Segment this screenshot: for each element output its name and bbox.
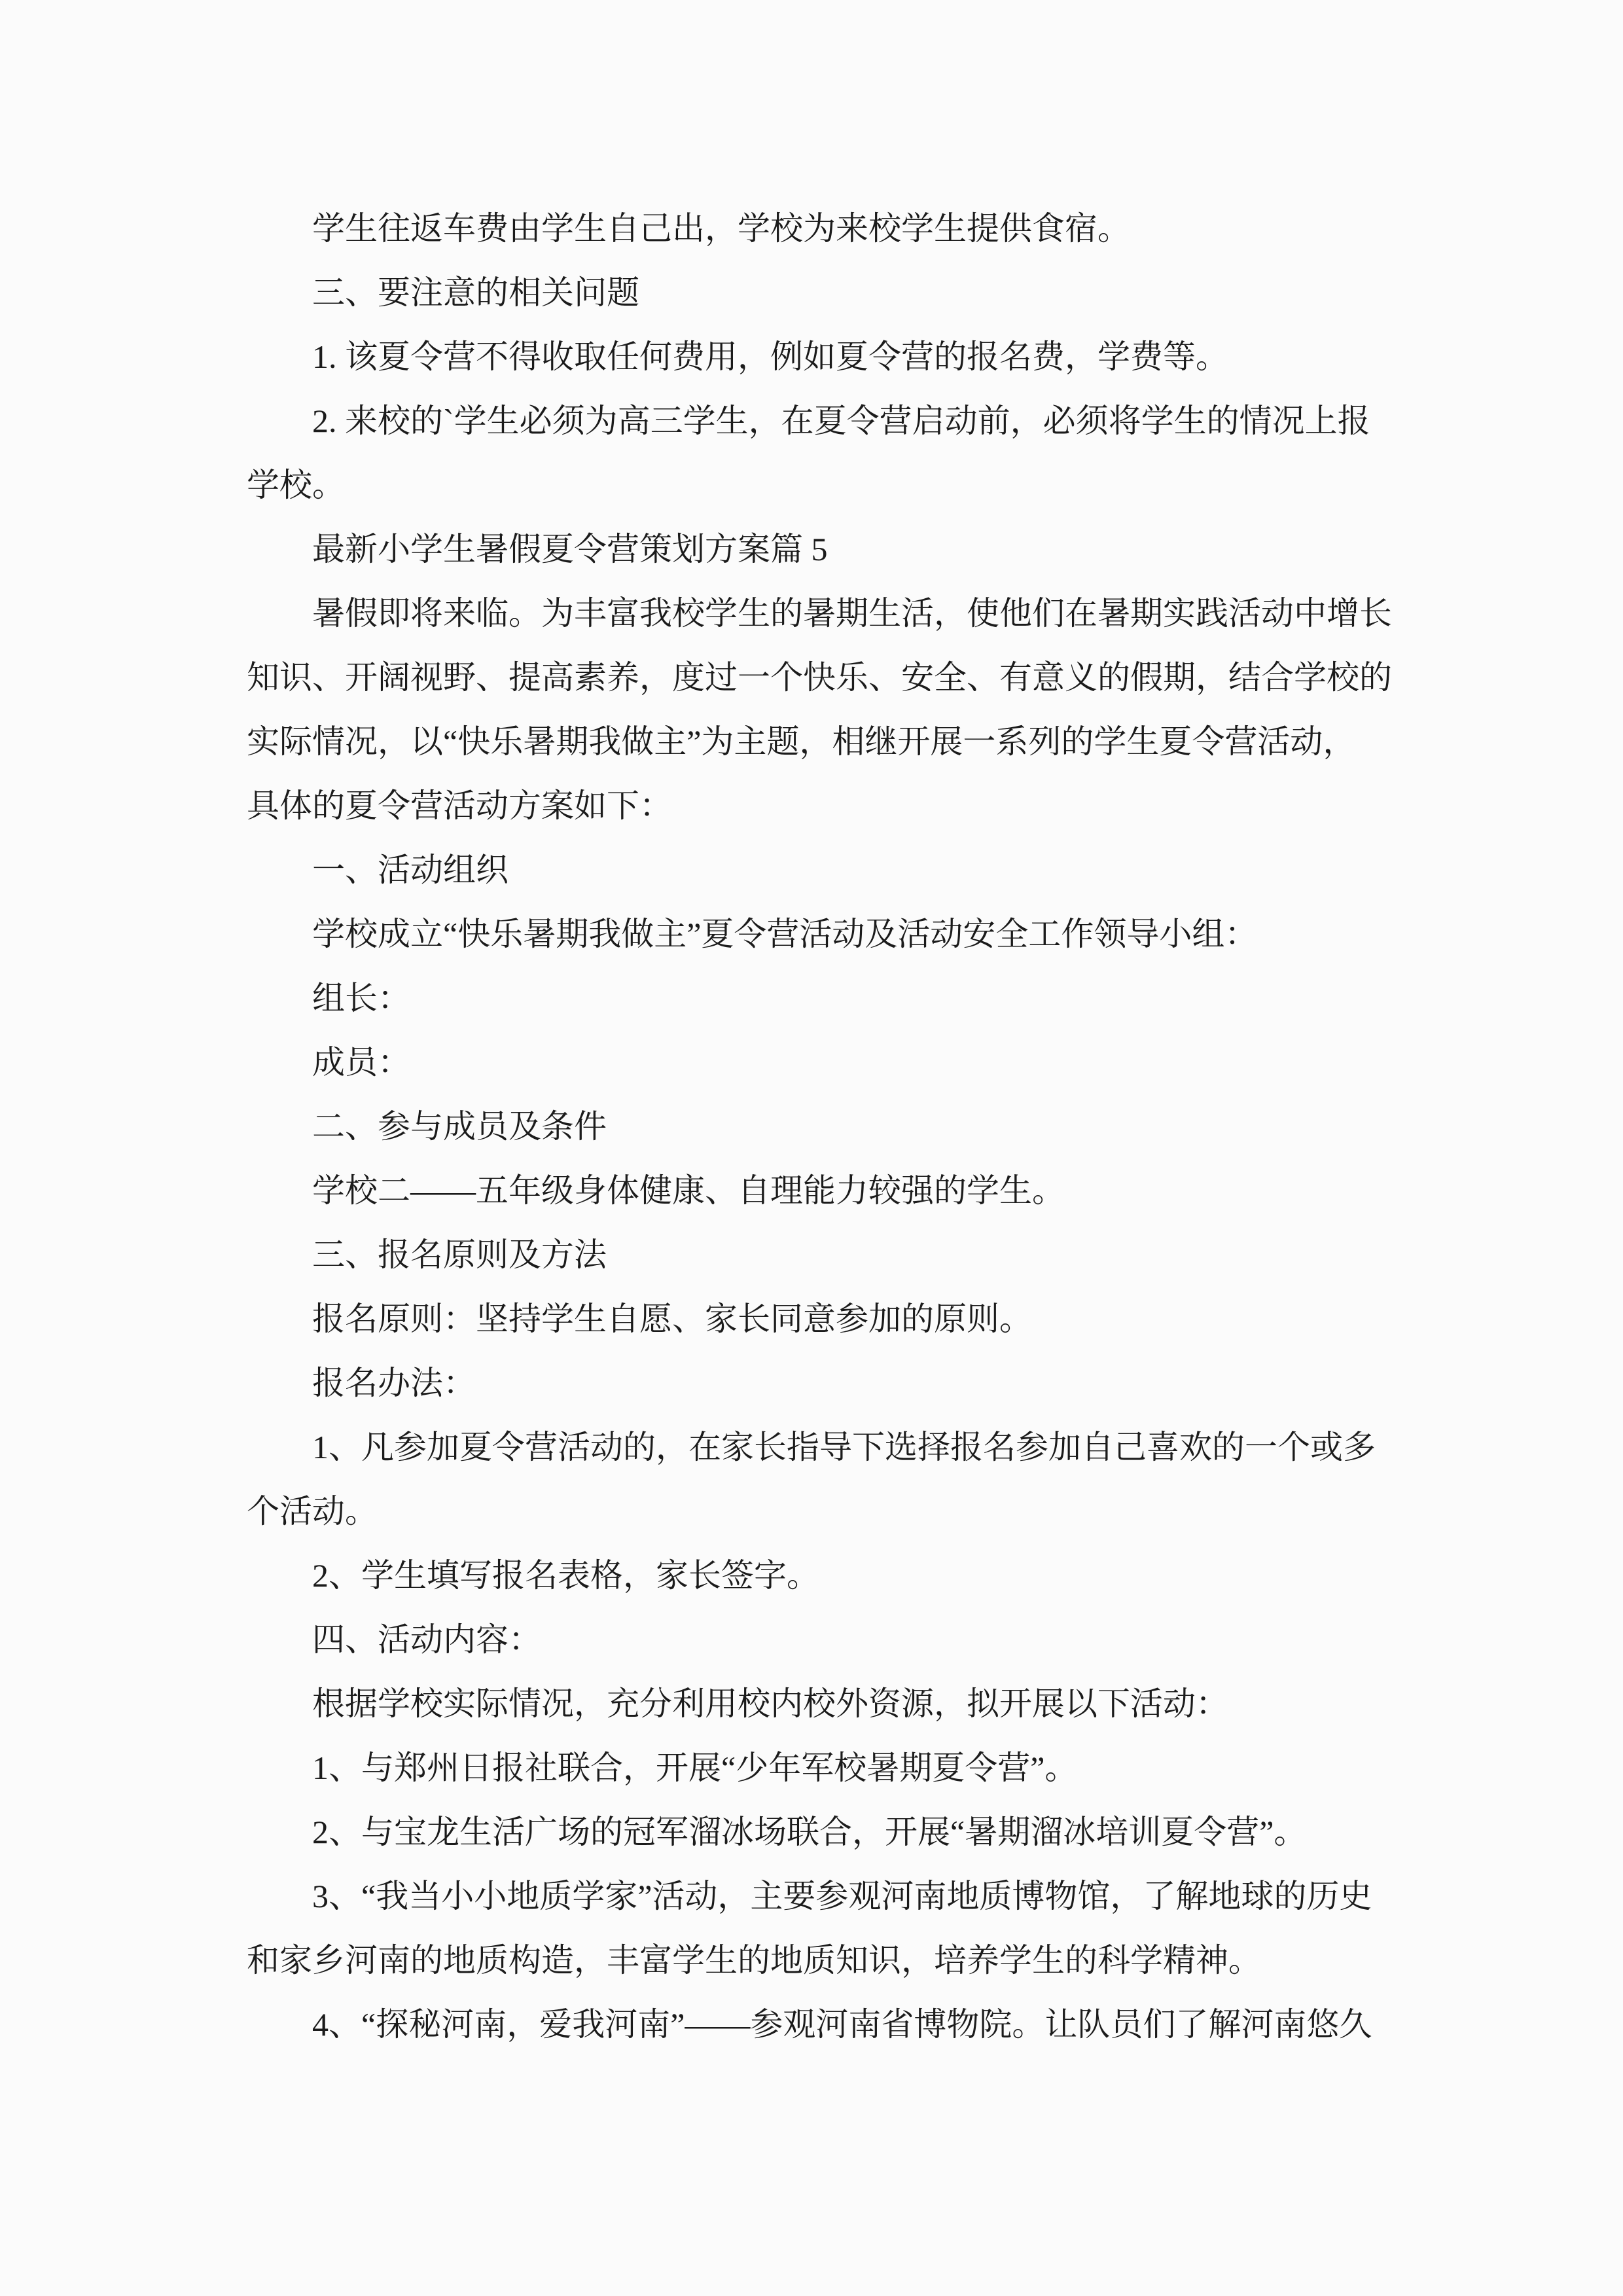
text-line: 3、“我当小小地质学家”活动，主要参观河南地质博物馆，了解地球的历史 xyxy=(312,1878,1372,1914)
text-line: 三、报名原则及方法 xyxy=(312,1236,607,1273)
text-line: 学生往返车费由学生自己出，学校为来校学生提供食宿。 xyxy=(312,210,1130,247)
text-line: 三、要注意的相关问题 xyxy=(312,274,639,311)
text-line: 实际情况，以“快乐暑期我做主”为主题，相继开展一系列的学生夏令营活动， xyxy=(247,723,1356,760)
text-line: 1. 该夏令营不得收取任何费用，例如夏令营的报名费，学费等。 xyxy=(312,338,1228,375)
text-line: 1、凡参加夏令营活动的，在家长指导下选择报名参加自己喜欢的一个或多 xyxy=(312,1429,1376,1465)
text-line: 2. 来校的`学生必须为高三学生，在夏令营启动前，必须将学生的情况上报 xyxy=(312,403,1370,439)
text-line: 2、学生填写报名表格，家长签字。 xyxy=(312,1557,819,1594)
text-line: 学校二——五年级身体健康、自理能力较强的学生。 xyxy=(312,1172,1065,1209)
text-line: 学校。 xyxy=(247,467,345,503)
text-line: 根据学校实际情况，充分利用校内校外资源，拟开展以下活动： xyxy=(312,1685,1228,1722)
text-line: 具体的夏令营活动方案如下： xyxy=(247,787,672,824)
text-line: 四、活动内容： xyxy=(312,1621,541,1658)
document-text-block xyxy=(247,196,1399,2056)
text-line: 报名办法： xyxy=(312,1365,476,1401)
text-line: 个活动。 xyxy=(247,1493,378,1530)
text-line: 知识、开阔视野、提高素养，度过一个快乐、安全、有意义的假期，结合学校的 xyxy=(247,659,1392,696)
text-line: 4、“探秘河南，爱我河南”——参观河南省博物院。让队员们了解河南悠久 xyxy=(312,2006,1372,2043)
text-line: 成员： xyxy=(312,1044,410,1081)
text-line: 暑假即将来临。为丰富我校学生的暑期生活，使他们在暑期实践活动中增长 xyxy=(312,595,1392,632)
text-line: 2、与宝龙生活广场的冠军溜冰场联合，开展“暑期溜冰培训夏令营”。 xyxy=(312,1814,1307,1850)
text-line: 二、参与成员及条件 xyxy=(312,1108,607,1145)
text-line: 一、活动组织 xyxy=(312,852,508,888)
text-line: 最新小学生暑假夏令营策划方案篇 5 xyxy=(312,531,828,567)
text-line: 报名原则：坚持学生自愿、家长同意参加的原则。 xyxy=(312,1300,1032,1337)
text-line: 组长： xyxy=(312,980,410,1016)
text-line: 1、与郑州日报社联合，开展“少年军校暑期夏令营”。 xyxy=(312,1749,1078,1786)
text-line: 学校成立“快乐暑期我做主”夏令营活动及活动安全工作领导小组： xyxy=(312,916,1258,952)
text-line: 和家乡河南的地质构造，丰富学生的地质知识，培养学生的科学精神。 xyxy=(247,1942,1261,1979)
